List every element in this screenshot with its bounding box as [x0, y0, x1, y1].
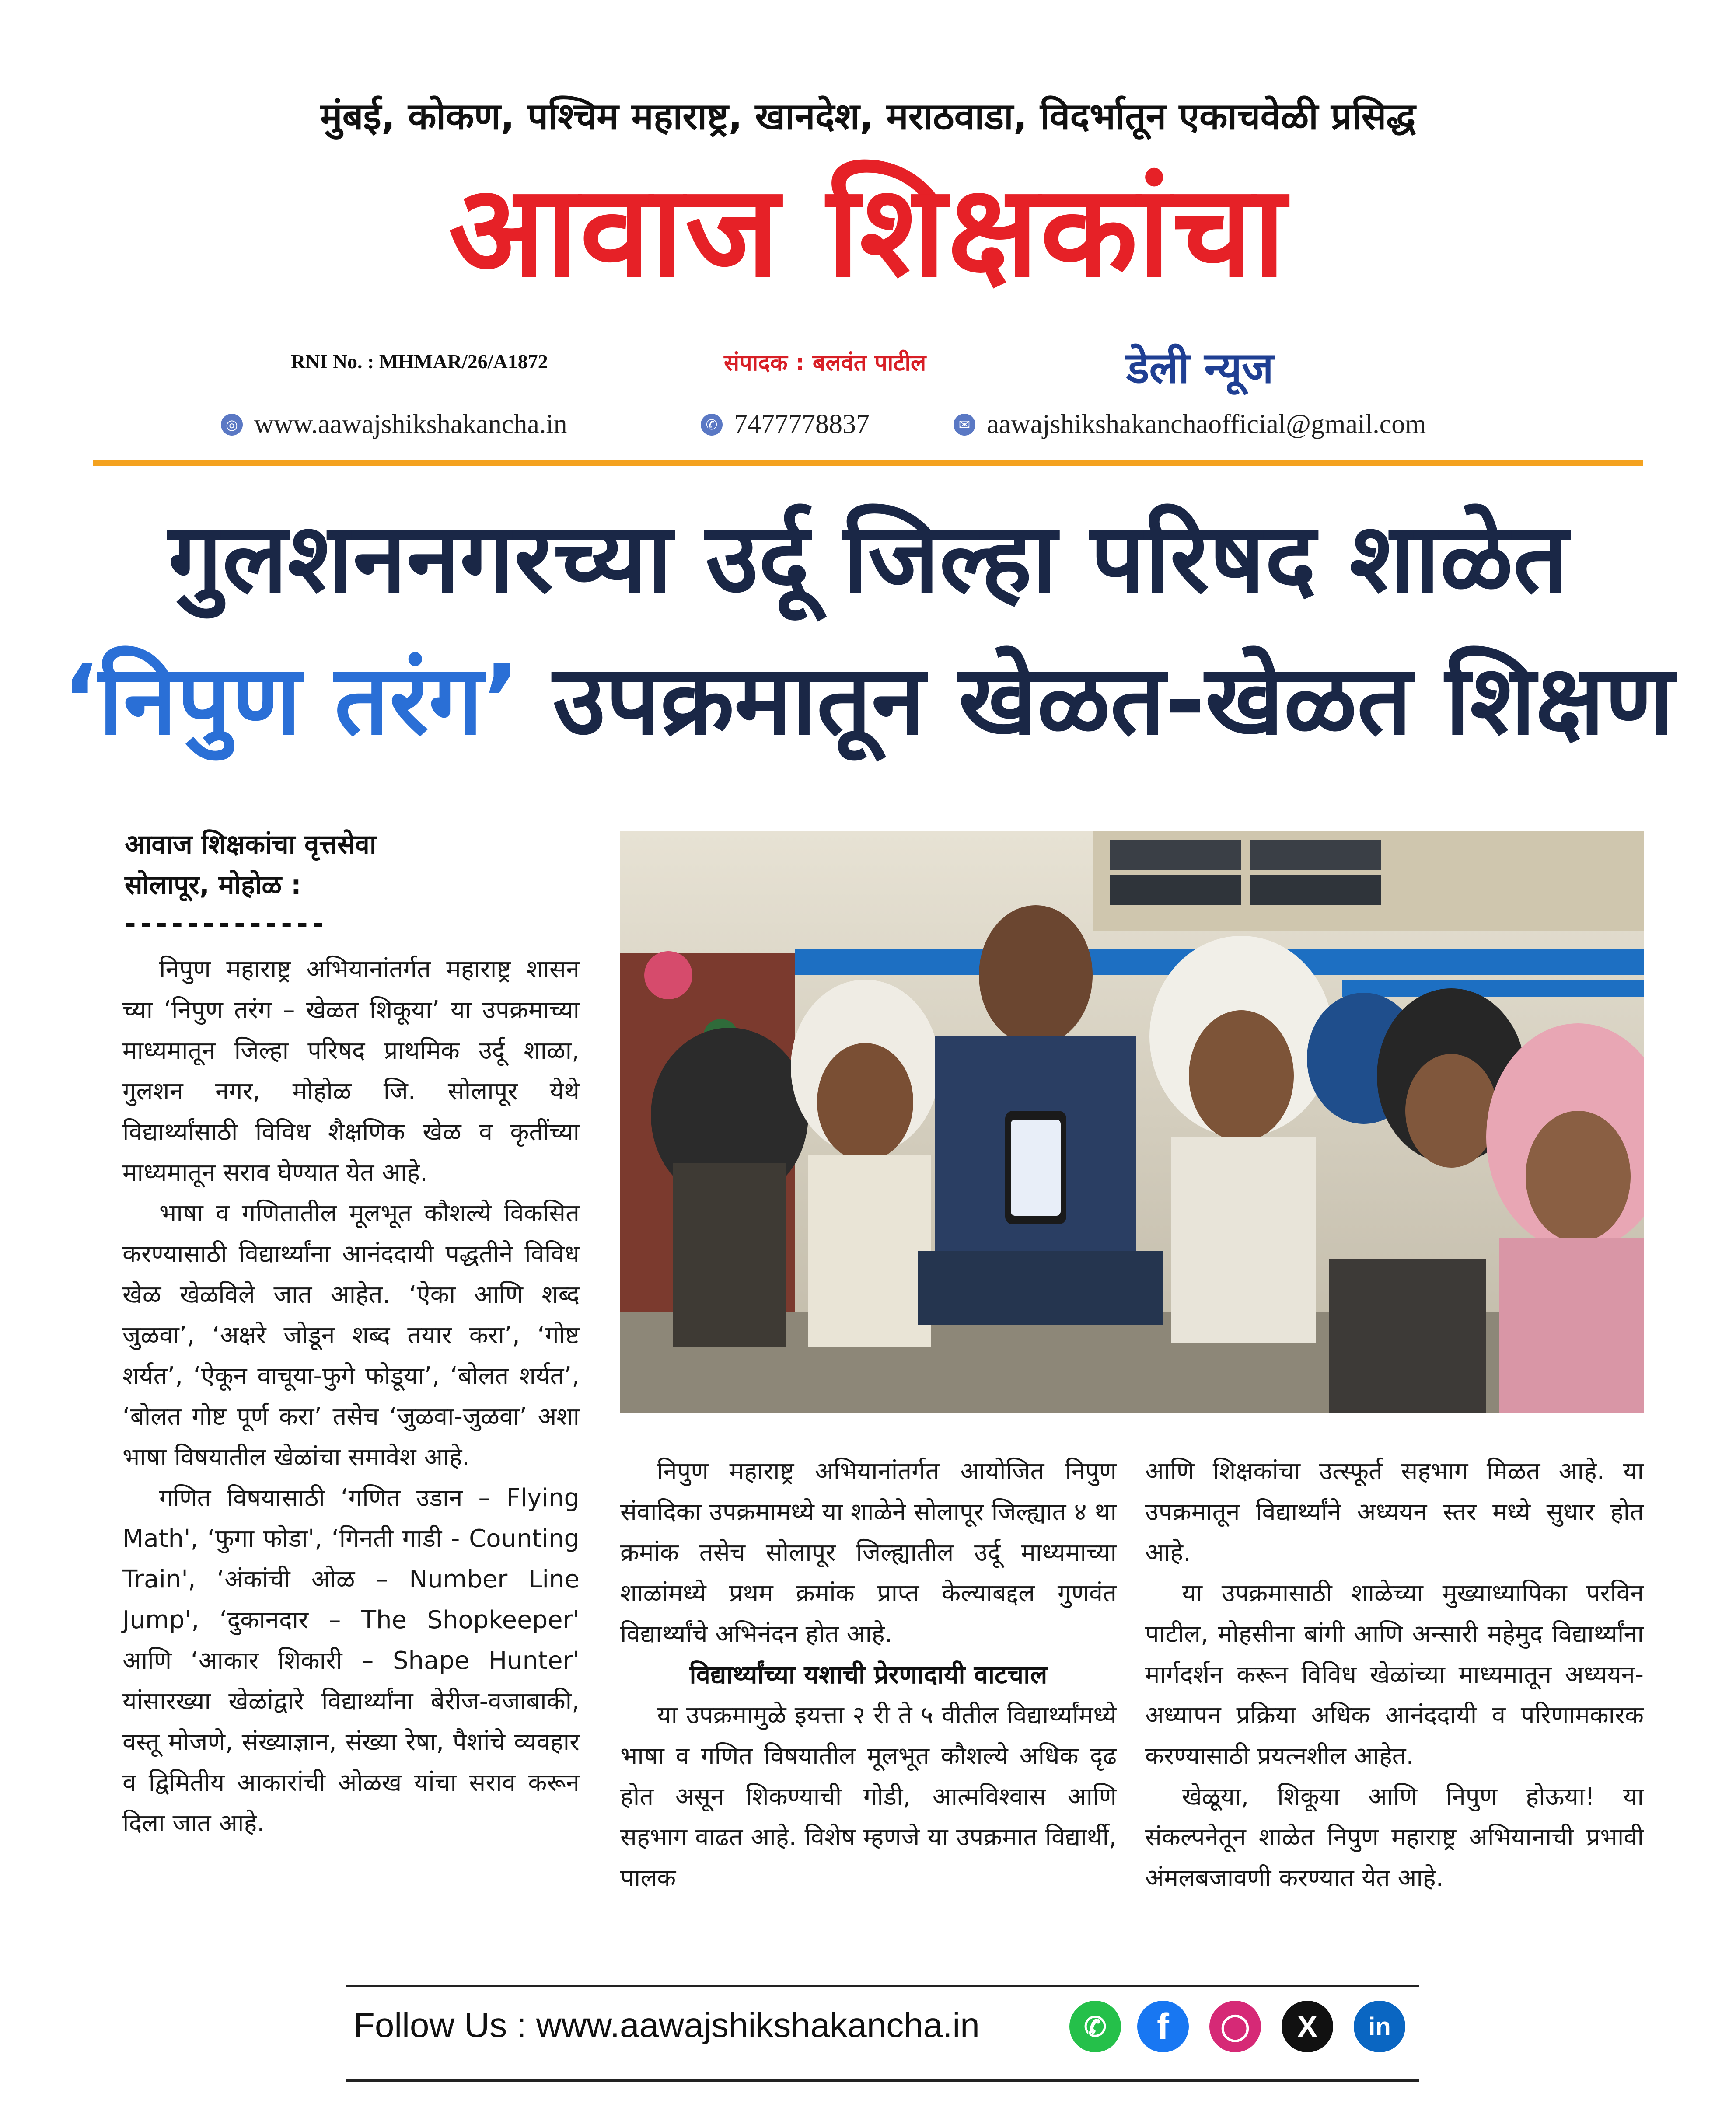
rni-number: RNI No. : MHMAR/26/A1872: [291, 350, 548, 373]
paragraph: खेळूया, शिकूया आणि निपुण होऊया! या संकल्पनेतून शाळेत निपुण महाराष्ट्र अभियानाची प्रभावी अंमलबजावणी करण्यात येत आहे.: [1145, 1783, 1644, 1892]
headline-rest: उपक्रमातून खेळत-खेळत शिक्षण: [519, 644, 1674, 756]
instagram-icon[interactable]: ◯: [1209, 2001, 1261, 2052]
website-contact[interactable]: [221, 409, 567, 440]
daily-news-label: डेली न्यूज: [1126, 343, 1274, 393]
footer-top-rule: [346, 1985, 1419, 1987]
masthead-divider: [93, 460, 1643, 466]
byline-agency: आवाज शिक्षकांचा वृत्तसेवा: [125, 829, 377, 860]
paragraph: निपुण महाराष्ट्र अभियानांतर्गत महाराष्ट्र शासन च्या ‘निपुण तरंग – खेळत शिकूया’ या उपक्रमाच्या माध्यमातून जिल्हा परिषद प्राथमिक उर्दू शाळा, गुलशन नगर, मोहोळ जि. सोलापूर येथे विद्यार्थ्यांसाठी विविध शैक्षणिक खेळ व कृतींच्या माध्यमातून सराव घेण्यात येत आहे.: [122, 955, 580, 1187]
headline-line-1: गुलशननगरच्या उर्दू जिल्हा परिषद शाळेत: [168, 502, 1568, 614]
facebook-icon[interactable]: f: [1137, 2001, 1189, 2052]
article-photo: [620, 831, 1644, 1413]
phone-icon: ✆: [701, 414, 723, 436]
paragraph: निपुण महाराष्ट्र अभियानांतर्गत आयोजित निपुण संवादिका उपक्रमामध्ये या शाळेने सोलापूर जिल्ह्यात ४ था क्रमांक तसेच सोलापूर जिल्ह्यातील उर्दू माध्यमाच्या शाळांमध्ये प्रथम क्रमांक प्राप्त केल्याबद्दल गुणवंत विद्यार्थ्यांचे अभिनंदन होत आहे.: [620, 1457, 1117, 1648]
byline-separator: -------------: [125, 907, 328, 939]
linkedin-icon[interactable]: in: [1354, 2001, 1405, 2052]
phone-contact[interactable]: [701, 409, 870, 440]
globe-icon: ◎: [221, 414, 243, 436]
paragraph: आणि शिक्षकांचा उत्स्फूर्त सहभाग मिळत आहे. या उपक्रमातून विद्यार्थ्यांने अध्ययन स्तर मध्ये सुधार होत आहे.: [1145, 1457, 1644, 1567]
subheading: विद्यार्थ्यांच्या यशाची प्रेरणादायी वाटचाल: [689, 1660, 1048, 1689]
editor-credit: संपादक : बलवंत पाटील: [724, 350, 926, 376]
newspaper-logo: आवाज शिक्षकांचा: [448, 158, 1288, 305]
website-text[interactable]: www.aawajshikshakancha.in: [254, 409, 567, 439]
follow-us-text[interactable]: Follow Us : www.aawajshikshakancha.in: [353, 2006, 980, 2044]
headline-line-2: [0, 645, 1736, 756]
mail-icon: ✉: [954, 414, 975, 436]
byline: [125, 824, 376, 906]
paragraph: भाषा व गणितातील मूलभूत कौशल्ये विकसित करण्यासाठी विद्यार्थ्यांना आनंददायी पद्धतीने विविध खेळ खेळविले जात आहेत. ‘ऐका आणि शब्द जुळवा’, ‘अक्षरे जोडून शब्द तयार करा’, ‘गोष्ट शर्यत’, ‘ऐकून वाचूया-फुगे फोडूया’, ‘बोलत शर्यत’, ‘बोलत गोष्ट पूर्ण करा’ तसेच ‘जुळवा-जुळवा’ अशा भाषा विषयातील खेळांचा समावेश आहे.: [122, 1199, 580, 1472]
paragraph: या उपक्रमामुळे इयत्ता २ री ते ५ वीतील विद्यार्थ्यांमध्ये भाषा व गणित विषयातील मूलभूत कौशल्ये अधिक दृढ होत असून शिकण्याची गोडी, आत्मविश्वास आणि सहभाग वाढत आहे. विशेष म्हणजे या उपक्रमात विद्यार्थी, पालक: [620, 1701, 1117, 1892]
footer-bottom-rule: [346, 2079, 1419, 2082]
headline-highlight: ‘निपुण तरंग’: [62, 644, 520, 756]
article-column-1: [122, 949, 580, 1844]
byline-dateline: सोलापूर, मोहोळ :: [125, 870, 301, 900]
article-column-2: [620, 1451, 1117, 1898]
email-text[interactable]: aawajshikshakanchaofficial@gmail.com: [987, 409, 1426, 439]
region-tagline: मुंबई, कोकण, पश्चिम महाराष्ट्र, खानदेश, मराठवाडा, विदर्भातून एकाचवेळी प्रसिद्ध: [320, 95, 1416, 138]
article-column-3: [1145, 1451, 1644, 1898]
x-icon[interactable]: X: [1282, 2001, 1333, 2052]
paragraph: या उपक्रमासाठी शाळेच्या मुख्याध्यापिका परविन पाटील, मोहसीना बांगी आणि अन्सारी महेमुद विद्यार्थ्यांना मार्गदर्शन करून विविध खेळांच्या माध्यमातून अध्ययन-अध्यापन प्रक्रिया अधिक आनंददायी व परिणामकारक करण्यासाठी प्रयत्नशील आहेत.: [1145, 1579, 1644, 1770]
whatsapp-icon[interactable]: ✆: [1069, 2001, 1121, 2052]
email-contact[interactable]: [954, 409, 1426, 440]
phone-text[interactable]: 7477778837: [734, 409, 870, 439]
paragraph: गणित विषयासाठी ‘गणित उडान – Flying Math', ‘फुगा फोडा', ‘गिनती गाडी - Counting Train', ‘अंकांची ओळ – Number Line Jump', ‘दुकानदार – The Shopkeeper' आणि ‘आकार शिकारी – Shape Hunter' यांसारख्या खेळांद्वारे विद्यार्थ्यांना बेरीज-वजाबाकी, वस्तू मोजणे, संख्याज्ञान, संख्या रेषा, पैशांचे व्यवहार व द्विमितीय आकारांची ओळख यांचा सराव करून दिला जात आहे.: [122, 1484, 580, 1838]
